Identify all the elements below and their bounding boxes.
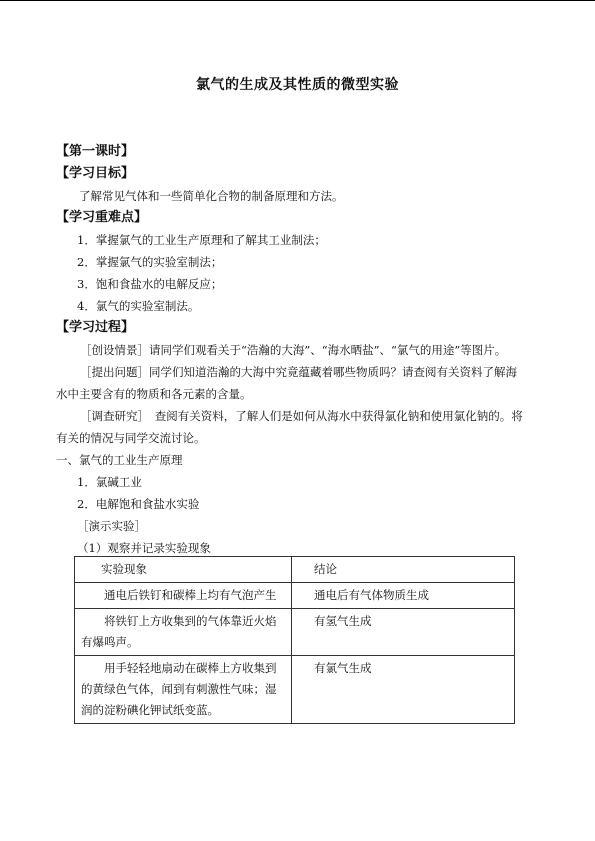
demo-label: ［演示实验］ <box>77 519 146 533</box>
heading-process: 【学习过程】 <box>56 320 135 335</box>
heading-key-points: 【学习重难点】 <box>56 210 148 225</box>
table-row <box>75 656 515 724</box>
goals-text: 了解常见气体和一些简单化合物的制备原理和方法。 <box>79 189 344 203</box>
table-row <box>75 609 515 656</box>
item-1: 1．氯碱工业 <box>77 475 142 489</box>
key-point-2: 2．掌握氯气的实验室制法； <box>77 255 223 269</box>
row3-conclusion: 有氯气生成 <box>292 656 515 724</box>
section-heading-1: 一、氯气的工业生产原理 <box>56 453 183 467</box>
results-table <box>74 556 515 724</box>
heading-period: 【第一课时】 <box>56 144 135 159</box>
row1-conclusion: 通电后有气体物质生成 <box>292 583 515 609</box>
key-point-3: 3．饱和食盐水的电解反应； <box>77 277 223 291</box>
heading-goals: 【学习目标】 <box>56 166 135 181</box>
header-conclusion: 结论 <box>292 557 515 583</box>
process-research-line2: 有关的情况与同学交流讨论。 <box>56 431 206 445</box>
process-question-line1: ［提出问题］同学们知道浩瀚的大海中究竟蕴藏着哪些物质吗？请查阅有关资料了解海 <box>80 365 517 379</box>
key-point-1: 1．掌握氯气的工业生产原理和了解其工业制法； <box>77 233 326 247</box>
row1-phenomenon: 通电后铁钉和碳棒上均有气泡产生 <box>75 583 292 609</box>
process-research-line1: ［调查研究］ 查阅有关资料，了解人们是如何从海水中获得氯化钠和使用氯化钠的。将 <box>80 409 523 423</box>
header-phenomenon: 实验现象 <box>75 557 292 583</box>
table-header-row <box>75 557 515 583</box>
key-point-4: 4．氯气的实验室制法。 <box>77 299 200 313</box>
process-scenario: ［创设情景］请同学们观看关于“浩瀚的大海”、“海水晒盐”、“氯气的用途”等图片。 <box>80 343 507 357</box>
top-rule <box>0 0 595 1</box>
page-title: 氯气的生成及其性质的微型实验 <box>196 77 399 93</box>
item-2: 2．电解饱和食盐水实验 <box>77 497 200 511</box>
table-row <box>75 583 515 609</box>
process-question-line2: 水中主要含有的物质和各元素的含量。 <box>56 387 252 401</box>
observe-label: （1）观察并记录实验现象 <box>77 541 211 555</box>
row2-phenomenon: 将铁钉上方收集到的气体靠近火焰有爆鸣声。 <box>75 609 292 656</box>
row3-phenomenon: 用手轻轻地扇动在碳棒上方收集到的黄绿色气体，闻到有刺激性气味；湿润的淀粉碘化钾试纸变蓝。 <box>75 656 292 724</box>
row2-conclusion: 有氢气生成 <box>292 609 515 656</box>
